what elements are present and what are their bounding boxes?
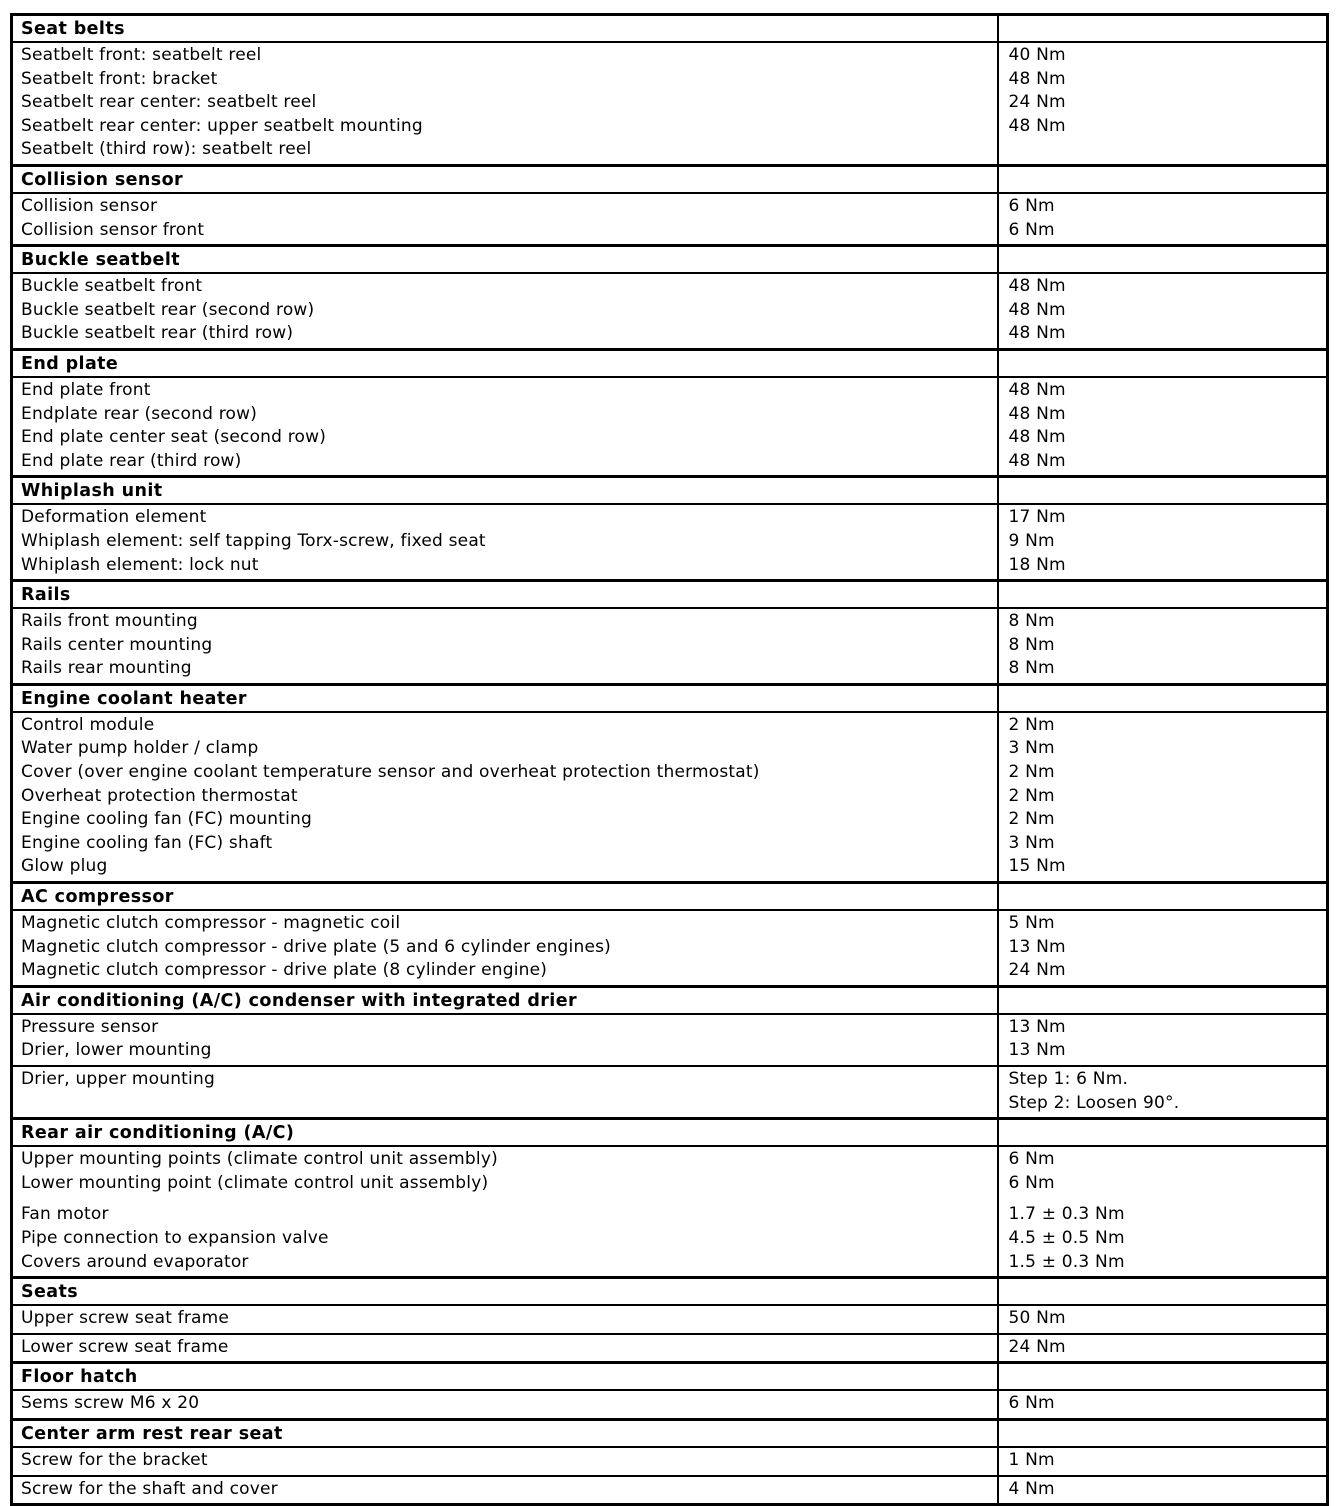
section-header-row xyxy=(12,165,1328,193)
torque-value: 48 Nm xyxy=(1008,276,1066,297)
component-label: Seatbelt front: seatbelt reel xyxy=(21,45,262,65)
section-header-label: Seat belts xyxy=(12,15,998,43)
torque-cell xyxy=(998,1390,1328,1419)
component-label: Drier, lower mounting xyxy=(21,1040,212,1061)
component-cell xyxy=(12,1146,998,1197)
table-row-group xyxy=(12,1447,1328,1476)
table-row-group xyxy=(12,608,1328,684)
torque-value: 2 Nm xyxy=(1008,762,1055,783)
torque-value: 4.5 ± 0.5 Nm xyxy=(1008,1227,1125,1248)
component-label: Collision sensor xyxy=(21,195,158,216)
component-label: Overheat protection thermostat xyxy=(21,785,298,806)
component-cell xyxy=(12,1197,998,1277)
component-label: Seatbelt rear center: upper seatbelt mounting xyxy=(21,115,423,136)
component-label: Buckle seatbelt rear (second row) xyxy=(21,299,315,320)
component-label: Lower mounting point (climate control unit assembly) xyxy=(21,1172,489,1193)
torque-value: 9 Nm xyxy=(1008,530,1055,551)
section-header-row xyxy=(12,1278,1328,1306)
component-label: Drier, upper mounting xyxy=(21,1069,215,1089)
component-cell xyxy=(12,193,998,246)
component-label: Sems screw M6 x 20 xyxy=(21,1393,200,1414)
section-header-row xyxy=(12,581,1328,609)
component-label: Seatbelt (third row): seatbelt reel xyxy=(21,139,312,160)
torque-value: 1 Nm xyxy=(1008,1449,1055,1470)
component-label: Screw for the bracket xyxy=(21,1449,208,1470)
component-cell xyxy=(12,504,998,580)
torque-value: 48 Nm xyxy=(1008,427,1066,448)
component-cell xyxy=(12,377,998,477)
component-label: Seatbelt rear center: seatbelt reel xyxy=(21,92,317,113)
component-label: Endplate rear (second row) xyxy=(21,403,258,424)
section-header-label: Floor hatch xyxy=(12,1363,998,1391)
torque-table-body xyxy=(12,15,1328,1505)
component-cell xyxy=(12,273,998,349)
component-label: Collision sensor front xyxy=(21,219,205,240)
component-label: Screw for the shaft and cover xyxy=(21,1478,278,1499)
torque-value: 8 Nm xyxy=(1008,611,1055,632)
torque-value: 24 Nm xyxy=(1008,92,1066,113)
section-header-label: Whiplash unit xyxy=(12,477,998,505)
torque-cell xyxy=(998,504,1328,580)
torque-cell xyxy=(998,193,1328,246)
torque-value: 48 Nm xyxy=(1008,115,1066,136)
torque-value: 18 Nm xyxy=(1008,554,1066,575)
table-row-group xyxy=(12,910,1328,986)
table-row-group xyxy=(12,1197,1328,1277)
torque-value: 4 Nm xyxy=(1008,1478,1055,1499)
torque-value: 48 Nm xyxy=(1008,403,1066,424)
table-row-group xyxy=(12,1066,1328,1119)
component-label: Pipe connection to expansion valve xyxy=(21,1227,329,1248)
table-row-group xyxy=(12,193,1328,246)
torque-value: 48 Nm xyxy=(1008,450,1066,471)
torque-value: 6 Nm xyxy=(1008,195,1055,216)
torque-value: 48 Nm xyxy=(1008,68,1066,89)
component-cell xyxy=(12,712,998,883)
torque-value: 2 Nm xyxy=(1008,809,1055,830)
torque-cell xyxy=(998,1066,1328,1119)
component-cell xyxy=(12,1334,998,1363)
component-label: Water pump holder / clamp xyxy=(21,738,259,759)
component-cell xyxy=(12,1390,998,1419)
component-label: Glow plug xyxy=(21,856,108,877)
torque-value: 15 Nm xyxy=(1008,856,1066,877)
torque-value: 6 Nm xyxy=(1008,1149,1055,1170)
torque-cell xyxy=(998,273,1328,349)
table-row-group xyxy=(12,1014,1328,1066)
torque-value: Step 2: Loosen 90°. xyxy=(1008,1092,1180,1113)
section-header-row xyxy=(12,349,1328,377)
section-header-value-spacer xyxy=(998,1363,1328,1391)
component-label: Rails front mounting xyxy=(21,611,198,632)
component-label: End plate center seat (second row) xyxy=(21,427,327,448)
section-header-value-spacer xyxy=(998,883,1328,911)
section-header-row xyxy=(12,15,1328,43)
section-header-value-spacer xyxy=(998,349,1328,377)
torque-value: 2 Nm xyxy=(1008,714,1055,735)
torque-value: 1.5 ± 0.3 Nm xyxy=(1008,1251,1125,1272)
torque-cell xyxy=(998,1334,1328,1363)
section-header-value-spacer xyxy=(998,15,1328,43)
table-row-group xyxy=(12,1305,1328,1334)
torque-cell xyxy=(998,1305,1328,1334)
torque-value: 3 Nm xyxy=(1008,832,1055,853)
table-row-group xyxy=(12,1334,1328,1363)
torque-spec-table xyxy=(10,13,1329,1506)
section-header-label: AC compressor xyxy=(12,883,998,911)
section-header-label: Rear air conditioning (A/C) xyxy=(12,1119,998,1147)
section-header-value-spacer xyxy=(998,477,1328,505)
component-label: Pressure sensor xyxy=(21,1016,159,1037)
torque-value: 6 Nm xyxy=(1008,1172,1055,1193)
component-cell xyxy=(12,1476,998,1505)
section-header-row xyxy=(12,246,1328,274)
torque-value: 50 Nm xyxy=(1008,1308,1066,1329)
component-label: Whiplash element: self tapping Torx-screw, fixed seat xyxy=(21,530,486,551)
component-label: Upper screw seat frame xyxy=(21,1308,230,1329)
torque-value: 13 Nm xyxy=(1008,1040,1066,1061)
torque-value: 40 Nm xyxy=(1008,45,1066,65)
section-header-label: Center arm rest rear seat xyxy=(12,1419,998,1447)
component-label: End plate front xyxy=(21,379,151,400)
torque-cell xyxy=(998,1447,1328,1476)
section-header-value-spacer xyxy=(998,165,1328,193)
component-label: Engine cooling fan (FC) shaft xyxy=(21,832,273,853)
component-label: Control module xyxy=(21,714,155,735)
torque-value xyxy=(1009,138,1321,162)
section-header-value-spacer xyxy=(998,986,1328,1014)
torque-value: 3 Nm xyxy=(1008,738,1055,759)
component-label: Upper mounting points (climate control unit assembly) xyxy=(21,1149,498,1170)
section-header-row xyxy=(12,1363,1328,1391)
component-cell xyxy=(12,1014,998,1066)
component-label: Covers around evaporator xyxy=(21,1251,249,1272)
section-header-label: End plate xyxy=(12,349,998,377)
section-header-row xyxy=(12,1419,1328,1447)
component-label: Buckle seatbelt front xyxy=(21,276,203,297)
torque-cell xyxy=(998,608,1328,684)
torque-value: 6 Nm xyxy=(1008,1393,1055,1414)
component-label: Magnetic clutch compressor - magnetic coil xyxy=(21,913,401,934)
section-header-row xyxy=(12,1119,1328,1147)
component-label: Magnetic clutch compressor - drive plate (5 and 6 cylinder engines) xyxy=(21,936,611,957)
torque-value: Step 1: 6 Nm. xyxy=(1008,1069,1129,1089)
section-header-value-spacer xyxy=(998,1119,1328,1147)
component-label: Rails center mounting xyxy=(21,634,213,655)
component-label: Deformation element xyxy=(21,507,207,528)
component-label: Magnetic clutch compressor - drive plate (8 cylinder engine) xyxy=(21,960,548,981)
torque-cell xyxy=(998,1476,1328,1505)
component-label: Seatbelt front: bracket xyxy=(21,68,218,89)
torque-value: 24 Nm xyxy=(1008,960,1066,981)
component-label: Buckle seatbelt rear (third row) xyxy=(21,323,294,344)
torque-cell xyxy=(998,712,1328,883)
torque-value: 48 Nm xyxy=(1008,299,1066,320)
section-header-row xyxy=(12,883,1328,911)
component-label: Fan motor xyxy=(21,1204,109,1225)
component-cell xyxy=(12,1066,998,1119)
torque-value: 2 Nm xyxy=(1008,785,1055,806)
torque-value: 6 Nm xyxy=(1008,219,1055,240)
component-cell xyxy=(12,608,998,684)
section-header-label: Collision sensor xyxy=(12,165,998,193)
torque-value: 48 Nm xyxy=(1008,323,1066,344)
torque-cell xyxy=(998,377,1328,477)
table-row-group xyxy=(12,377,1328,477)
table-row-group xyxy=(12,504,1328,580)
component-cell xyxy=(12,1305,998,1334)
torque-value: 24 Nm xyxy=(1008,1336,1066,1357)
component-label: Whiplash element: lock nut xyxy=(21,554,259,575)
table-row-group xyxy=(12,273,1328,349)
torque-value: 8 Nm xyxy=(1008,658,1055,679)
torque-cell xyxy=(998,1197,1328,1277)
section-header-label: Rails xyxy=(12,581,998,609)
table-row-group xyxy=(12,1390,1328,1419)
component-label: Lower screw seat frame xyxy=(21,1336,229,1357)
torque-cell xyxy=(998,42,1328,165)
torque-value: 13 Nm xyxy=(1008,1016,1066,1037)
torque-cell xyxy=(998,1014,1328,1066)
table-row-group xyxy=(12,1146,1328,1197)
section-header-value-spacer xyxy=(998,684,1328,712)
section-header-value-spacer xyxy=(998,246,1328,274)
section-header-value-spacer xyxy=(998,1278,1328,1306)
component-label: Engine cooling fan (FC) mounting xyxy=(21,809,312,830)
table-row-group xyxy=(12,1476,1328,1505)
section-header-label: Seats xyxy=(12,1278,998,1306)
component-cell xyxy=(12,910,998,986)
torque-value: 1.7 ± 0.3 Nm xyxy=(1008,1204,1125,1225)
torque-value: 48 Nm xyxy=(1008,379,1066,400)
section-header-row xyxy=(12,986,1328,1014)
torque-value: 8 Nm xyxy=(1008,634,1055,655)
component-label: Cover (over engine coolant temperature sensor and overheat protection thermostat) xyxy=(21,762,760,783)
component-label: End plate rear (third row) xyxy=(21,450,242,471)
section-header-row xyxy=(12,477,1328,505)
section-header-label: Engine coolant heater xyxy=(12,684,998,712)
table-row-group xyxy=(12,712,1328,883)
torque-cell xyxy=(998,1146,1328,1197)
torque-value: 13 Nm xyxy=(1008,936,1066,957)
table-row-group xyxy=(12,42,1328,165)
component-cell xyxy=(12,42,998,165)
section-header-label: Buckle seatbelt xyxy=(12,246,998,274)
section-header-row xyxy=(12,684,1328,712)
section-header-value-spacer xyxy=(998,1419,1328,1447)
section-header-value-spacer xyxy=(998,581,1328,609)
torque-cell xyxy=(998,910,1328,986)
component-cell xyxy=(12,1447,998,1476)
component-label: Rails rear mounting xyxy=(21,658,192,679)
torque-value: 17 Nm xyxy=(1008,507,1066,528)
section-header-label: Air conditioning (A/C) condenser with integrated drier xyxy=(12,986,998,1014)
torque-value: 5 Nm xyxy=(1008,913,1055,934)
